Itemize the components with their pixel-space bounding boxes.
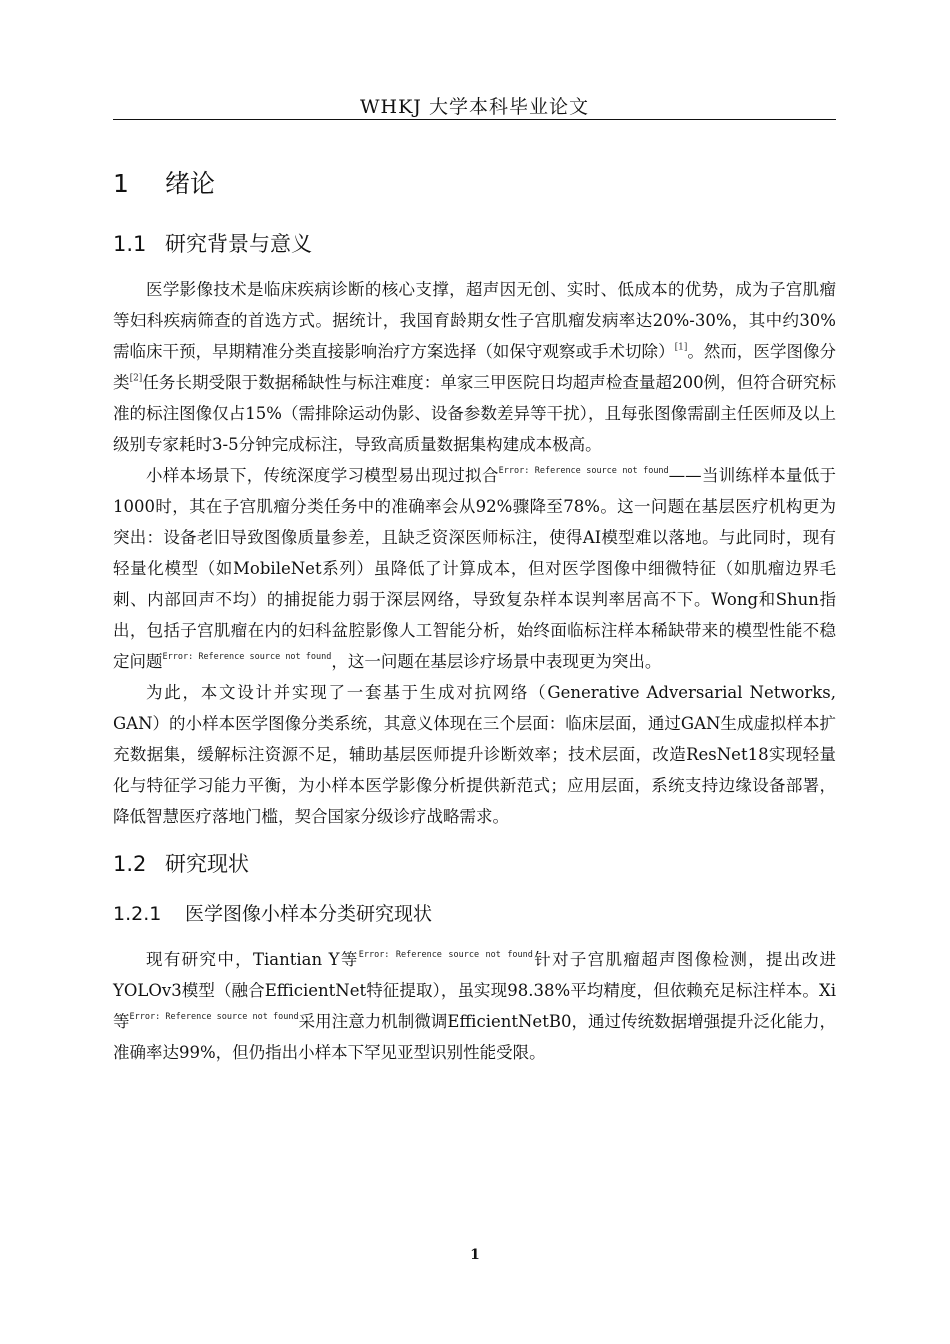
chapter-number: 1 <box>113 169 129 198</box>
paragraph-text: ，这一问题在基层诊疗场景中表现更为突出。 <box>331 652 662 671</box>
paragraph-background <box>113 274 836 460</box>
section-heading-1-1 <box>113 224 836 264</box>
subsection-heading-1-2-1 <box>113 894 836 934</box>
subsection-number: 1.2.1 <box>113 903 162 925</box>
paragraph-small-sample <box>113 460 836 677</box>
paragraph-text: 。然而，医学图像分类 <box>113 342 837 392</box>
paragraph-related-work <box>113 944 836 1068</box>
paragraph-text: 现有研究中，Tiantian Y等 <box>146 950 359 969</box>
page-body <box>113 160 836 1068</box>
section-title: 研究背景与意义 <box>165 232 312 256</box>
section-number: 1.2 <box>113 852 147 876</box>
paragraph-text: 采用注意力机制微调EfficientNetB0，通过传统数据增强提升泛化能力，准确率达99%，但仍指出小样本下罕见亚型识别性能受限。 <box>113 1012 836 1062</box>
citation-1: [1] <box>674 342 688 353</box>
paragraph-text: 医学影像技术是临床疾病诊断的核心支撑，超声因无创、实时、低成本的优势，成为子宫肌瘤等妇科疾病筛查的首选方式。据统计，我国育龄期女性子宫肌瘤发病率达20%-30%，其中约30%需临床干预，早期精准分类直接影响治疗方案选择（如保守观察或手术切除） <box>113 280 836 361</box>
chapter-heading <box>113 160 836 208</box>
section-heading-1-2 <box>113 844 836 884</box>
paragraph-text: 针对子宫肌瘤超声图像检测，提出改进YOLOv3模型（融合EfficientNet特征提取），虽实现98.38%平均精度，但依赖充足标注样本。Xi等 <box>113 950 836 1031</box>
chapter-title: 绪论 <box>165 169 216 198</box>
header-rule <box>113 119 836 120</box>
paragraph-text: 小样本场景下，传统深度学习模型易出现过拟合 <box>146 466 499 485</box>
reference-error: Error: Reference source not found <box>129 1011 299 1022</box>
reference-error: Error: Reference source not found <box>498 465 669 476</box>
reference-error: Error: Reference source not found <box>162 651 332 662</box>
citation-2: [2] <box>129 373 143 384</box>
running-header: WHKJ 大学本科毕业论文 <box>360 96 589 118</box>
subsection-title: 医学图像小样本分类研究现状 <box>185 903 433 925</box>
section-title: 研究现状 <box>165 852 249 876</box>
paragraph-text: 任务长期受限于数据稀缺性与标注难度：单家三甲医院日均超声检查量超200例，但符合研究标准的标注图像仅占15%（需排除运动伪影、设备参数差异等干扰），且每张图像需副主任医师及以上级别专家耗时3-5分钟完成标注，导致高质量数据集构建成本极高。 <box>113 373 837 454</box>
paragraph-text: ——当训练样本量低于1000时，其在子宫肌瘤分类任务中的准确率会从92%骤降至78%。这一问题在基层医疗机构更为突出：设备老旧导致图像质量参差，且缺乏资深医师标注，使得AI模型难以落地。与此同时，现有轻量化模型（如MobileNet系列）虽降低了计算成本，但对医学图像中细微特征（如肌瘤边界毛刺、内部回声不均）的捕捉能力弱于深层网络，导致复杂样本误判率居高不下。Wong和Shun指出，包括子宫肌瘤在内的妇科盆腔影像人工智能分析，始终面临标注样本稀缺带来的模型性能不稳定问题 <box>113 466 837 671</box>
paragraph-significance: 为此，本文设计并实现了一套基于生成对抗网络（Generative Adversarial Networks, GAN）的小样本医学图像分类系统，其意义体现在三个层面：临床层面，通过GAN生成虚拟样本扩充数据集，缓解标注资源不足，辅助基层医师提升诊断效率；技术层面，改造ResNet18实现轻量化与特征学习能力平衡，为小样本医学影像分析提供新范式；应用层面，系统支持边缘设备部署，降低智慧医疗落地门槛，契合国家分级诊疗战略需求。 <box>113 683 836 826</box>
page-number: 1 <box>470 1247 480 1263</box>
section-number: 1.1 <box>113 232 147 256</box>
reference-error: Error: Reference source not found <box>358 949 533 960</box>
